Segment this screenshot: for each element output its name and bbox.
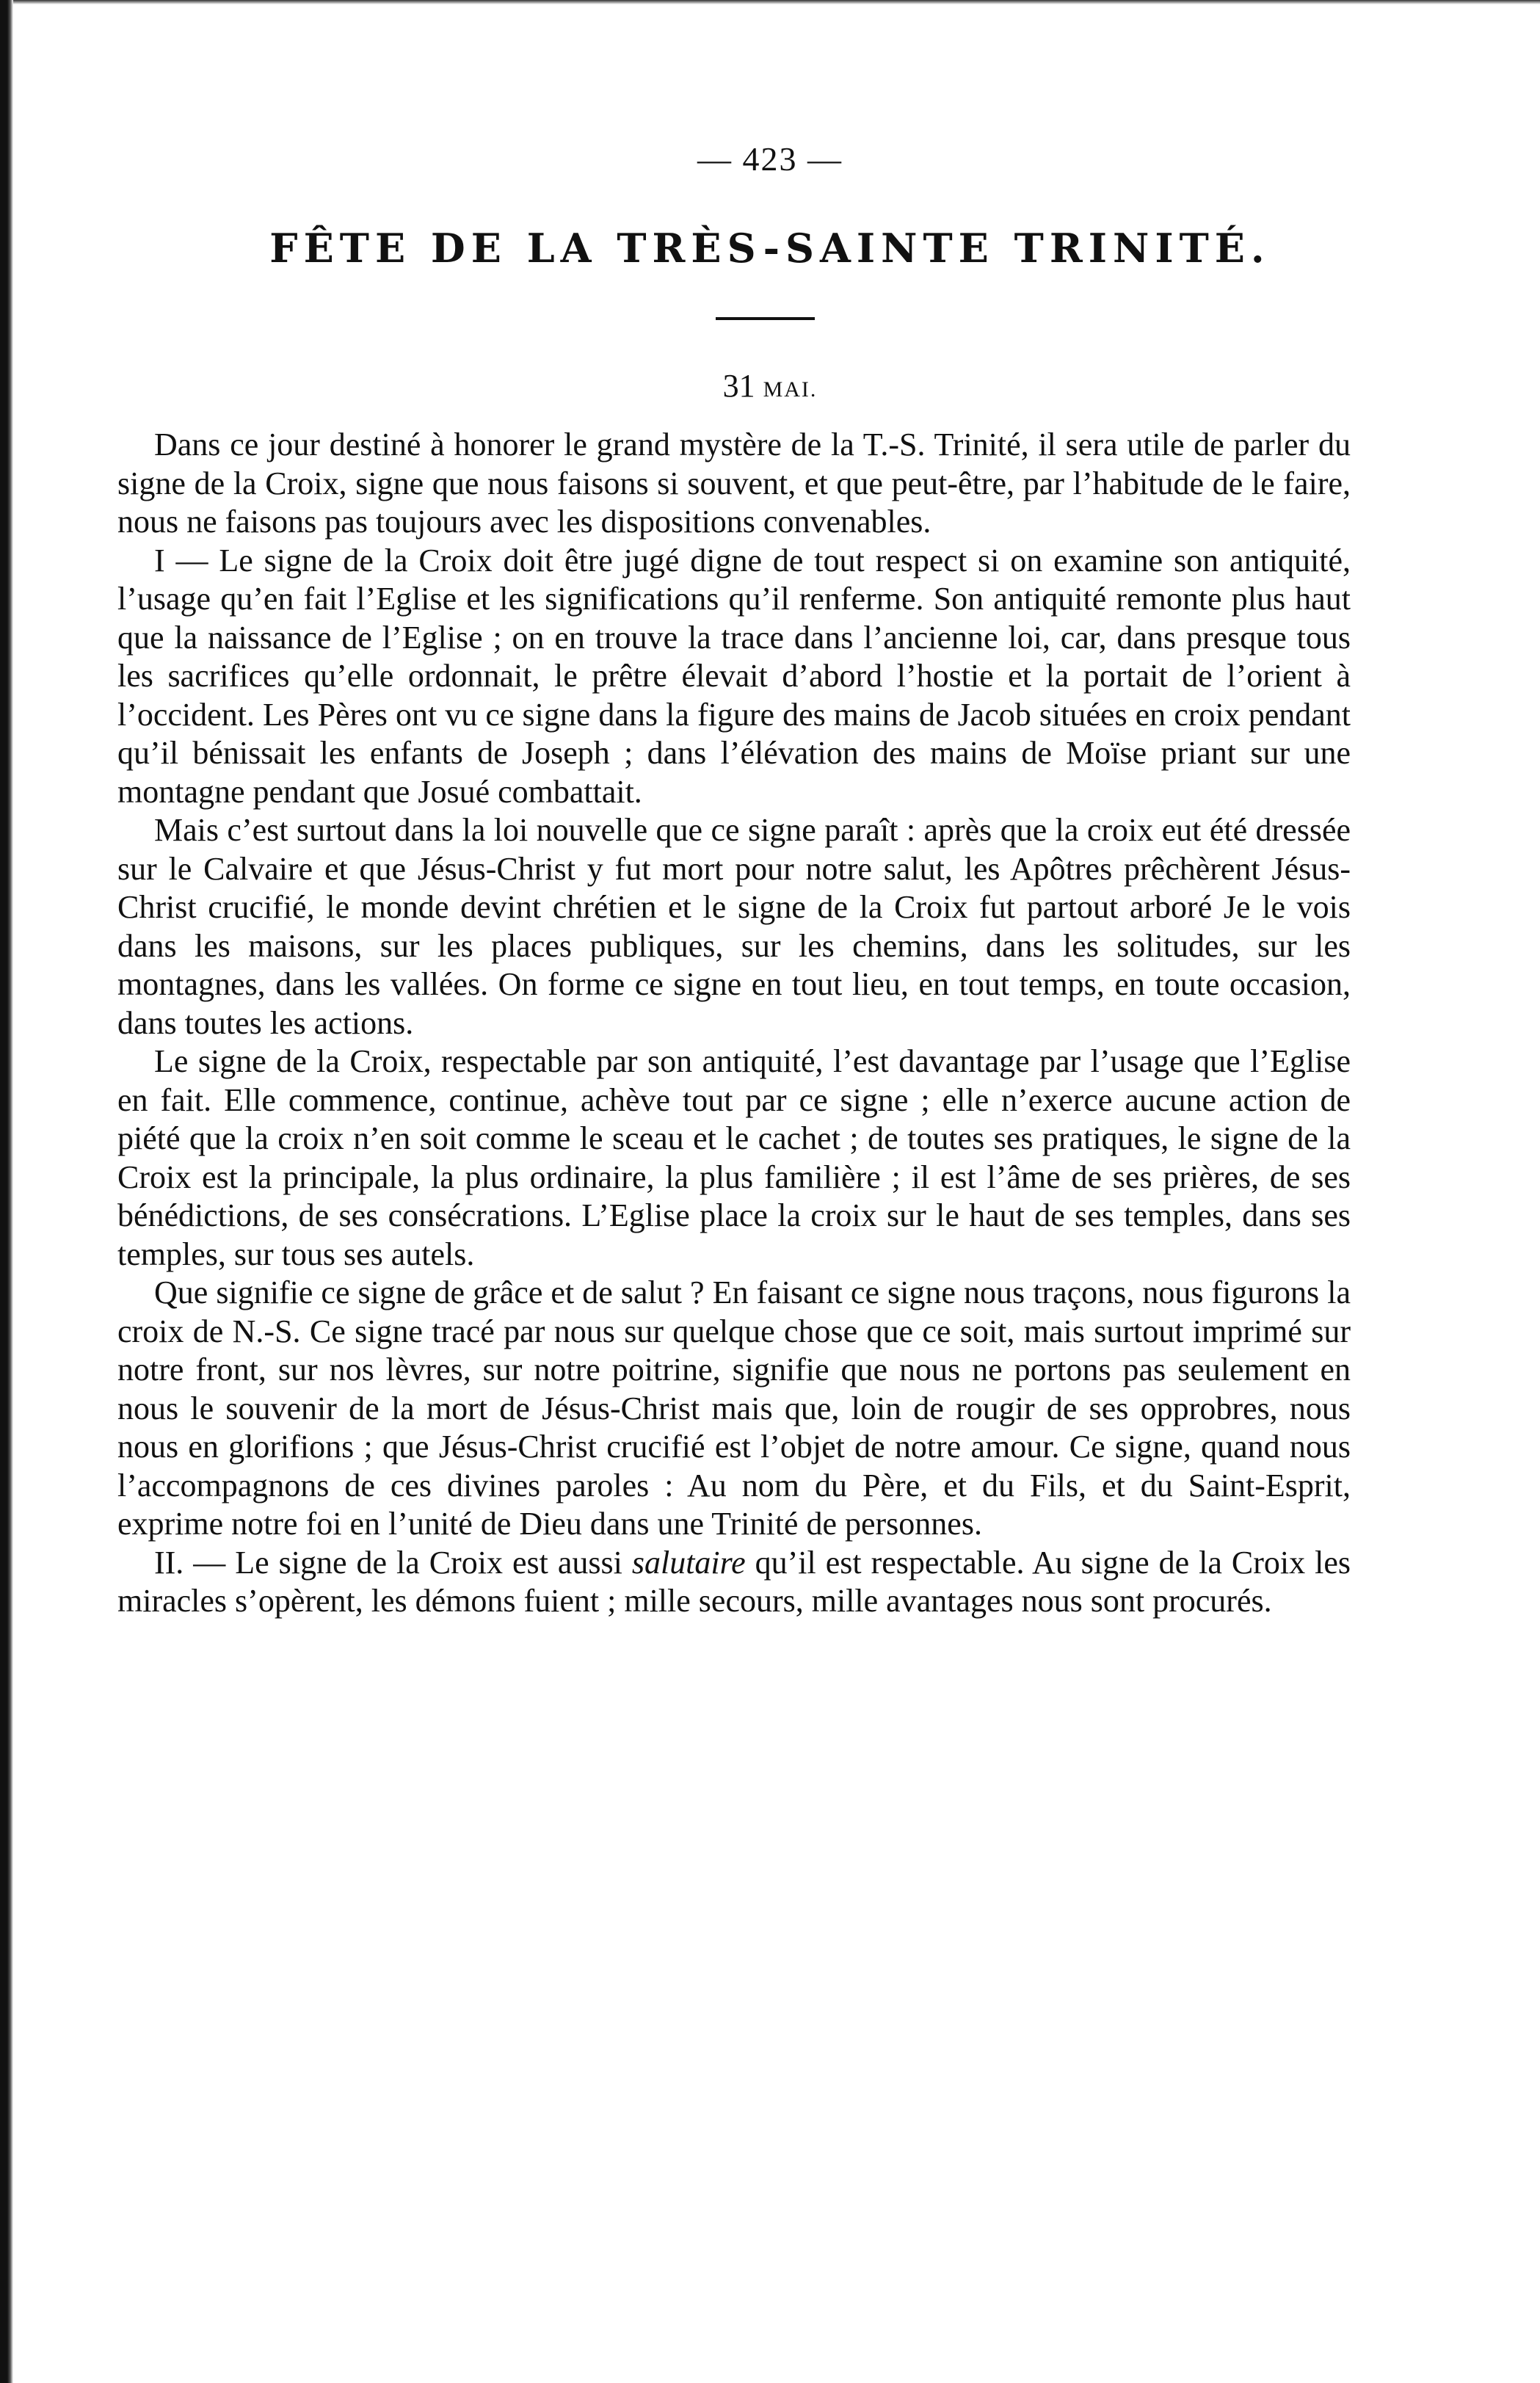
paragraph-salutary-start: II. — Le signe de la Croix est aussi	[154, 1544, 632, 1581]
page-number: — 423 —	[697, 140, 843, 178]
date-day: 31	[722, 368, 755, 404]
paragraph-intro: Dans ce jour destiné à honorer le grand mystère de la T.-S. Trinité, il sera utile de parler du signe de la Croix, signe que nous faisons si souvent, et que peut-être, par l’habitude de le faire, nous ne faisons pas toujours avec les dispositions convenables.	[117, 427, 1351, 540]
body-text	[117, 426, 1351, 1621]
paragraph-salutary	[117, 1544, 1351, 1621]
paragraph-salutary-end: qu’il est respectable. Au signe de la Croix les miracles s’opèrent, les démons fuient ; mille secours, mille avantages nous sont procurés.	[117, 1544, 1351, 1619]
binding-edge-shadow	[0, 0, 13, 2383]
page-heading: FÊTE DE LA TRÈS-SAINTE TRINITÉ.	[269, 225, 1271, 272]
paragraph-new-law: Mais c’est surtout dans la loi nouvelle que ce signe paraît : après que la croix eut été dressée sur le Calvaire et que Jésus-Christ y fut mort pour notre salut, les Apôtres prêchèrent Jésus-Christ crucifié, le monde devint chrétien et le signe de la Croix fut partout arboré Je le vois dans les maisons, sur les places publiques, sur les chemins, dans les solitudes, sur les montagnes, dans les vallées. On forme ce signe en tout lieu, en tout temps, en toute occasion, dans toutes les actions.	[117, 812, 1351, 1041]
paragraph-meaning: Que signifie ce signe de grâce et de salut ? En faisant ce signe nous traçons, nous figurons la croix de N.-S. Ce signe tracé par nous sur quelque chose que ce soit, mais surtout imprimé sur notre front, sur nos lèvres, sur notre poitrine, signifie que nous ne portons pas seulement en nous le souvenir de la mort de Jésus-Christ mais que, loin de rougir de ses opprobres, nous nous en glorifions ; que Jésus-Christ crucifié est l’objet de notre amour. Ce signe, quand nous l’accompagnons de ces divines paroles : Au nom du Père, et du Fils, et du Saint-Esprit, exprime notre foi en l’unité de Dieu dans une Trinité de personnes.	[117, 1274, 1351, 1542]
date-month: MAI.	[763, 377, 818, 402]
paragraph-church-usage: Le signe de la Croix, respectable par son antiquité, l’est davantage par l’usage que l’Eglise en fait. Elle commence, continue, achève tout par ce signe ; elle n’exerce aucune action de piété que la croix n’en soit comme le sceau et le cachet ; de toutes ses pratiques, le signe de la Croix est la principale, la plus ordinaire, la plus familière ; il est l’âme de ses prières, de ses bénédictions, de ses consécrations. L’Eglise place la croix sur le haut de ses temples, dans ses temples, sur tous ses autels.	[117, 1043, 1351, 1272]
paragraph-salutary-italic: salutaire	[631, 1544, 746, 1581]
top-edge-shadow	[0, 0, 1540, 4]
date-line	[0, 367, 1540, 405]
heading-divider	[716, 317, 815, 320]
paragraph-antiquity: I — Le signe de la Croix doit être jugé digne de tout respect si on examine son antiquité, l’usage qu’en fait l’Eglise et les significations qu’il renferme. Son antiquité remonte plus haut que la naissance de l’Eglise ; on en trouve la trace dans l’ancienne loi, car, dans presque tous les sacrifices qu’elle ordonnait, le prêtre élevait d’abord l’hostie et la portait de l’orient à l’occident. Les Pères ont vu ce signe dans la figure des mains de Jacob situées en croix pendant qu’il bénissait les enfants de Joseph ; dans l’élévation des mains de Moïse priant sur une montagne pendant que Josué combattait.	[117, 542, 1351, 810]
